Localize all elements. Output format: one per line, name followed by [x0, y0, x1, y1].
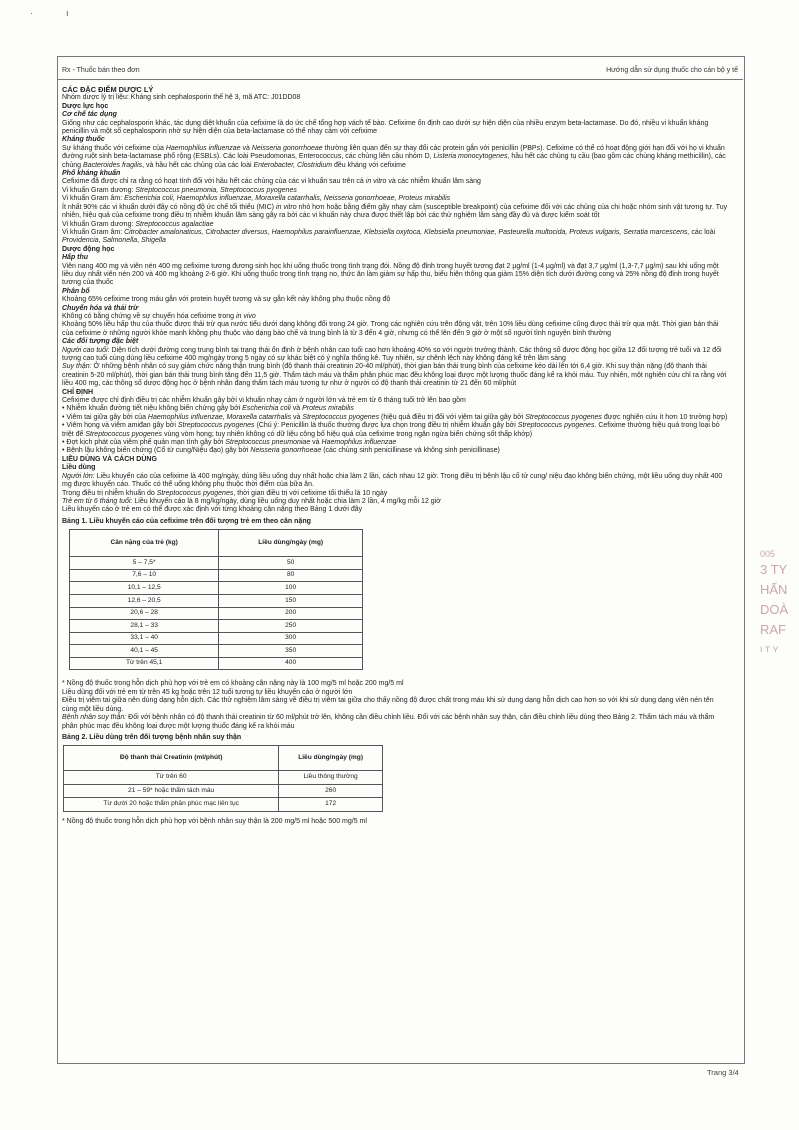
resistance-title: Kháng thuốc — [62, 136, 105, 144]
footnote-2: Liều dùng đối với trẻ em từ trên 45 kg hoặc trên 12 tuổi tương tự liều khuyến cáo ở người lớn — [62, 688, 353, 696]
moa-text: Giống như các cephalosporin khác, tác dụng diệt khuẩn của cefixime là do ức chế tổng hợp vách tế bào. Cefixime ổn định cao dưới sự hiện diện của nhiều enzym beta-lactamase. Do đó, nhiều vi khuẩn kháng penicillin và một số cephalosporin nhờ sự hiện diện của beta-lactamase có thể nhạy cảm với cefixime — [62, 119, 709, 136]
table2-header-clearance: Độ thanh thải Creatinin (ml/phút) — [64, 746, 279, 771]
pharm-group: Nhóm dược lý trị liệu: Kháng sinh cephalosporin thế hệ 3, mã ATC: J01DD08 — [62, 94, 301, 102]
metabolism-title: Chuyển hóa và thải trừ — [62, 304, 139, 312]
company-stamp-fragment: 005 3 TY HẤN DOÀ RAF I T Y — [760, 549, 789, 652]
indication-item: • Đợt kịch phát của viêm phế quản mạn tính gây bởi Streptococcus pneumoniae và Haemophilus influenzae — [62, 439, 397, 447]
footnote-4: * Nồng độ thuốc trong hỗn dịch phù hợp với bệnh nhân suy thận là 200 mg/5 ml hoặc 500 mg/5 ml — [62, 817, 367, 825]
table-row: 21 – 59* hoặc thẩm tách máu 260 — [64, 784, 383, 798]
footnote-1: * Nồng độ thuốc trong hỗn dịch phù hợp với trẻ em có khoảng cân nặng này là 100 mg/5 ml hoặc 200 mg/5 ml — [62, 680, 404, 688]
dosage-title: LIỀU DÙNG VÀ CÁCH DÙNG — [62, 455, 157, 463]
table1-caption: Bảng 1. Liều khuyến cáo của cefixime trên đối tượng trẻ em theo cân nặng — [62, 517, 311, 525]
table-row: 28,1 – 33 250 — [70, 620, 363, 633]
gram-negative-line-2: Vi khuẩn Gram âm: Citrobacter amalonaticus, Citrobacter diversus, Haemophilus parainfluenzae, Klebsiella oxytoca, Klebsiella pneumoniae, Pasteurella multocida, Proteus vulgaris, Serratia marcescens, các loài Providencia, Salmonella, Shigella — [62, 228, 716, 245]
child-dose-text: Trẻ em từ 6 tháng tuổi: Liều khuyến cáo là 8 mg/kg/ngày, dùng liều uống duy nhất hoặc chia làm 2 lần, 4 mg/kg mỗi 12 giờ — [62, 497, 441, 505]
header-divider — [57, 79, 743, 80]
section-title-pharmacology: CÁC ĐẶC ĐIỂM DƯỢC LÝ — [62, 85, 154, 94]
gram-positive-line: Vi khuẩn Gram dương: Streptococcus pneumonia, Streptococcus pyogenes — [62, 186, 297, 194]
table-row: 33,1 – 40 300 — [70, 632, 363, 645]
table2-caption: Bảng 2. Liều dùng trên đối tượng bệnh nhân suy thận — [62, 733, 242, 741]
elimination-text: Khoảng 50% liều hấp thu của thuốc được thải trừ qua nước tiểu dưới dạng không đổi trong 24 giờ. Trong các nghiên cứu trên động vật, trên 10% liều dùng cefixime cũng được thải trừ qua mật. Thời gian bán thải của cefixime ở những người khỏe mạnh không phụ thuộc vào dạng bào chế và trung bình là từ 3 đến 4 giờ, nhưng có thể lên đến 9 giờ ở một số người tình nguyện bình thường — [62, 321, 719, 337]
strep-dose-text: Trong điều trị nhiễm khuẩn do Streptococcus pyogenes, thời gian điều trị với cefixime tối thiểu là 10 ngày — [62, 489, 388, 497]
gram-negative-line: Vi khuẩn Gram âm: Escherichia coli, Haemophilus influenzae, Moraxella catarrhalis, Neisseria gonorrhoeae, Proteus mirabilis — [62, 195, 451, 203]
indication-item: • Nhiễm khuẩn đường tiết niệu không biến chứng gây bởi Escherichia coli và Proteus mirabilis — [62, 405, 354, 413]
moa-title: Cơ chế tác dụng — [62, 111, 117, 119]
table1-header-dose: Liều dùng/ngày (mg) — [219, 530, 363, 557]
table1-header-weight: Cân nặng của trẻ (kg) — [70, 530, 219, 557]
mic-text: Ít nhất 90% các vi khuẩn dưới đây có nồng độ ức chế tối thiểu (MIC) in vitro nhỏ hơn hoặc bằng điểm gãy nhạy cảm (susceptible breakpoint) của cefixime đối với các chủng của chi hoặc nhóm sinh vật tương tự. Tuy nhiên, hiệu quả của cefixime trong điều trị nhiễm khuẩn lâm sàng gây ra bởi các vi khuẩn này chưa được thiết lập bởi các thử nghiệm lâm sàng đầy đủ và được kiểm soát tốt — [62, 203, 728, 220]
distribution-title: Phân bố — [62, 287, 90, 295]
document-body — [62, 86, 730, 826]
indication-item: • Bệnh lậu không biến chứng (Cổ tử cung/Niệu đạo) gây bởi Neisseria gonorrhoeae (các chủng sinh penicillinase và không sinh penicillinase) — [62, 447, 500, 455]
table2-header-dose: Liều dùng/ngày (mg) — [279, 746, 383, 771]
renal-dose-text: Bệnh nhân suy thận: Đối với bệnh nhân có độ thanh thải creatinin từ 60 ml/phút trở lên, không cần điều chỉnh liều. Đối với các bệnh nhân suy thận, cần điều chỉnh liều dùng theo Bảng 2. Thẩm tách máu và thẩm phân phúc mạc đều không loại được một lượng thuốc đáng kể ra khỏi máu — [62, 714, 715, 730]
indications-intro: Cefixime được chỉ định điều trị các nhiễm khuẩn gây bởi vi khuẩn nhạy cảm ở người lớn và trẻ em từ 6 tháng tuổi trở lên bao gồm — [62, 397, 466, 405]
footnote-3: Điều trị viêm tai giữa nên dùng dạng hỗn dịch. Các thử nghiệm lâm sàng về điều trị viêm tai giữa cho thấy nồng độ được chất trong máu khi sử dụng dạng hỗn dịch cao hơn so với khi sử dụng dạng viên nén tên cùng một liều dùng. — [62, 697, 714, 713]
distribution-text: Khoảng 65% cefixime trong máu gắn với protein huyết tương và sự gắn kết này không phụ thuộc nồng độ — [62, 296, 391, 304]
adult-dose-text: Người lớn: Liều khuyến cáo của cefixime là 400 mg/ngày, dùng liều uống duy nhất hoặc chia làm 2 lần, cách nhau 12 giờ. Trong điều trị bệnh lậu cổ tử cung/ niệu đạo không biến chứng, một liều uống duy nhất 400 mg được khuyến cáo. Thuốc có thể uống không phụ thuộc thời điểm của bữa ăn. — [62, 472, 723, 489]
child-dose-text-2: Liều khuyến cáo ở trẻ em có thể được xác định với từng khoảng cân nặng theo Bảng 1 dưới đây — [62, 506, 363, 514]
elderly-text: Người cao tuổi: Diện tích dưới đường cong trung bình tại trạng thái ổn định ở bệnh nhân cao tuổi cao hơn khoảng 40% so với người trưởng thành. Các thông số được động học giữa 12 đối tượng trẻ tuổi và 12 đối tượng cao tuổi cùng dùng liều cefixime 400 mg/ngày trong 5 ngày có sự khác biệt có ý nghĩa thống kê. Tuy nhiên, sự chênh lệch này không đáng kể trên lâm sàng — [62, 346, 722, 362]
spectrum-title: Phổ kháng khuẩn — [62, 170, 121, 178]
table-row: 10,1 – 12,5 100 — [70, 582, 363, 595]
spectrum-intro: Cefixime đã được chỉ ra rằng có hoạt tính đối với hầu hết các chủng của các vi khuẩn sau trên cả in vitro và các nhiễm khuẩn lâm sàng — [62, 178, 481, 186]
indication-item: • Viêm họng và viêm amiđan gây bởi Streptococcus pyogenes (Chú ý: Penicillin là thuốc thường được lựa chọn trong điều trị nhiễm khuẩn gây bởi Streptococcus pyogenes. Cefixime thường hiệu quả trong loại bỏ triệt để Streptococcus pyogenes vùng vòm họng; tuy nhiên không có dữ liệu công bố hiệu quả của cefixime trong ngăn ngừa biến chứng sốt thấp khớp) — [62, 422, 720, 438]
header-left: Rx - Thuốc bán theo đơn — [62, 67, 140, 74]
renal-dose-table — [63, 745, 383, 812]
resistance-text: Sự kháng thuốc với cefixime của Haemophilus influenzae và Neisseria gonorrhoeae thường liên quan đến sự thay đổi các protein gắn với penicillin (PBPs). Cefixime có thể có hoạt động giới hạn đối với họ vi khuẩn đường ruột sinh beta-lactamase phổ rộng (ESBLs). Các loài Pseudomonas, Enterococcus, các chủng liên cầu nhóm D, Listeria monocytogenes, hầu hết các chủng tụ cầu (bao gồm các chủng kháng methicillin), các chủng Bacteroides fragilis, và hầu hết các chủng của các loài Enterobacter, Clostridium đều kháng với cefixime — [62, 144, 726, 169]
scan-tick: ı — [66, 8, 69, 18]
pediatric-dose-table — [69, 529, 363, 670]
pd-title: Dược lực học — [62, 102, 109, 110]
page-number: Trang 3/4 — [707, 1068, 739, 1077]
page-header — [62, 67, 738, 74]
table-row: 5 – 7,5* 50 — [70, 557, 363, 570]
pk-title: Dược động học — [62, 245, 115, 253]
table-row: 12,6 – 20,5 150 — [70, 594, 363, 607]
metabolism-text: Không có bằng chứng về sự chuyển hóa cefixime trong in vivo — [62, 312, 256, 320]
header-right: Hướng dẫn sử dụng thuốc cho cán bộ y tế — [606, 67, 738, 74]
table-row: Từ dưới 20 hoặc thẩm phân phúc mạc liên tục 172 — [64, 798, 383, 812]
table-row: 20,6 – 28 200 — [70, 607, 363, 620]
scan-dot: · — [30, 8, 33, 18]
absorption-text: Viên nang 400 mg và viên nén 400 mg cefixime tương đương sinh học khi uống thuốc trong tình trạng đói. Nồng độ đỉnh trong huyết tương đạt 2 µg/ml (1-4 µg/ml) và đạt 3,7 µg/ml (1,3-7,7 µg/m) sau khi uống một liều duy nhất viên nén 200 và 400 mg khoảng 2-6 giờ. Khi uống thuốc trong tình trạng no, thức ăn làm giảm sự hấp thu, biểu hiện thông qua giảm 15% diện tích dưới đường cong và 25% nồng độ đỉnh trong huyết tương của thuốc — [62, 262, 719, 287]
gram-positive-line-2: Vi khuẩn Gram dương: Streptococcus agalactiae — [62, 220, 214, 228]
table-row: Từ trên 45,1 400 — [70, 657, 363, 670]
special-populations-title: Các đối tượng đặc biệt — [62, 338, 139, 346]
dosage-subtitle: Liều dùng — [62, 464, 96, 472]
table-row: 40,1 – 45 350 — [70, 645, 363, 658]
absorption-title: Hấp thu — [62, 254, 89, 262]
renal-text: Suy thận: Ở những bệnh nhân có suy giảm chức năng thận trung bình (độ thanh thải creatinin 20-40 ml/phút), thời gian bán thải trung bình của cefixime kéo dài lên tới 6,4 giờ. Khi suy thận nặng (độ thanh thải creatinin 5-20 ml/phút), thời gian bán thải trung bình tăng đến 11,5 giờ. Thẩm tách máu và thẩm phân phúc mạc đều không loại được một lượng thuốc đáng kể ra khỏi máu. Tuy nhiên, một nghiên cứu chỉ ra rằng với liều 400 mg, các thông số dược động học ở bệnh nhân đang thẩm tách máu tương tự như ở người có độ thanh thải creatinin từ 21 đến 60 ml/phút — [62, 363, 727, 388]
indication-item: • Viêm tai giữa gây bởi của Haemophilus influenzae, Moraxella catarrhalis và Streptococcus pyogenes (hiệu quả điều trị đối với viêm tai giữa gây bởi Streptococcus pyogenes được nghiên cứu ít hơn 10 trường hợp) — [62, 413, 728, 421]
table-row: Từ trên 60 Liều thông thường — [64, 771, 383, 785]
table-row: 7,6 – 10 80 — [70, 569, 363, 582]
indications-title: CHỈ ĐỊNH — [62, 388, 94, 396]
